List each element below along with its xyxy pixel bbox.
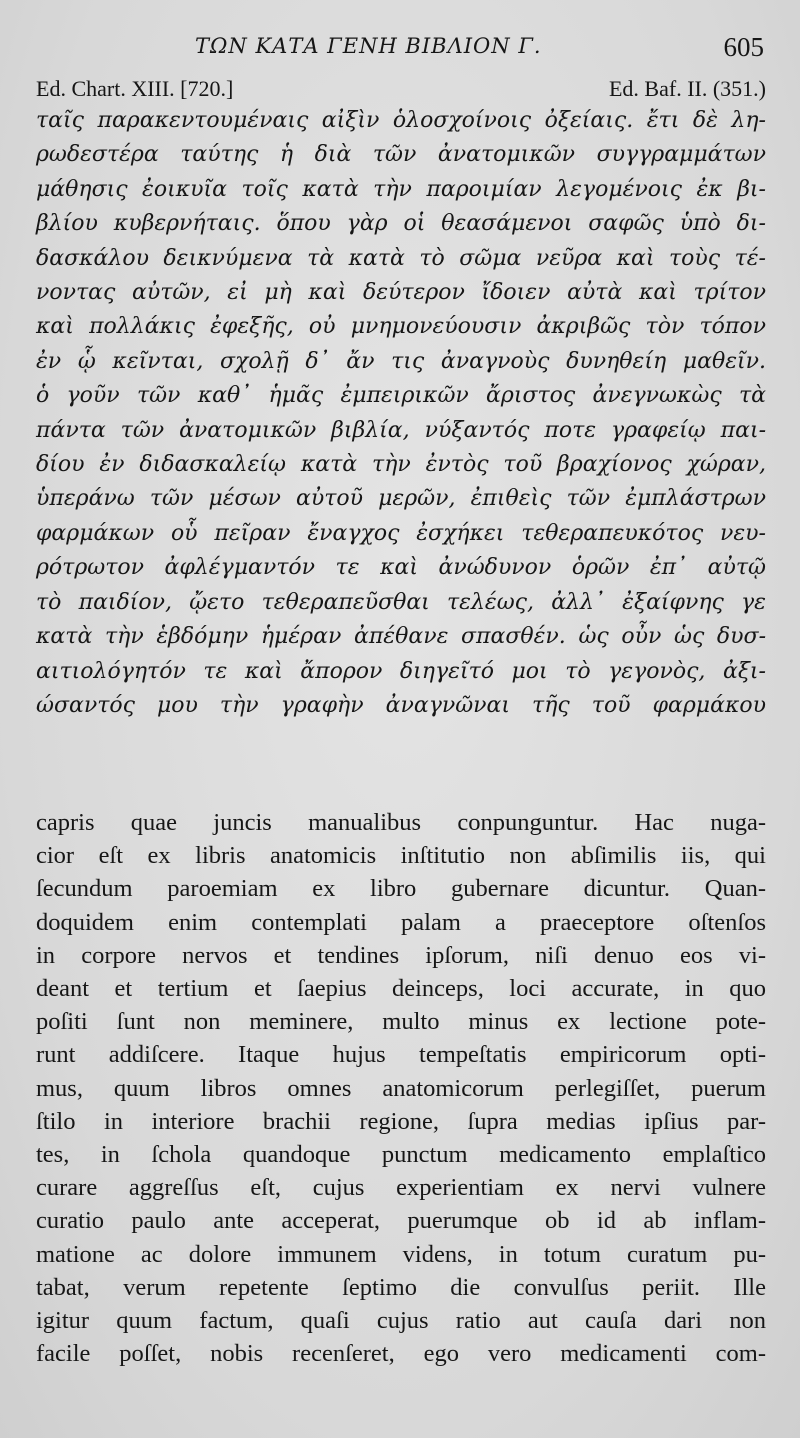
latin-text-line: deant et tertium et ſaepius deinceps, loci accurate, in quo xyxy=(36,975,766,1003)
greek-text-line: ταῖς παρακεντουμέναις αἰξὶν ὁλοσχοίνοις ὀξείαις. ἔτι δὲ λη- xyxy=(36,108,766,133)
greek-text-line: αιτιολόγητόν τε καὶ ἄπορον διηγεῖτό μοι τὸ γεγονὸς, ἀξι- xyxy=(36,658,766,684)
edition-reference-line xyxy=(36,76,766,104)
latin-text-line: tes, in ſchola quandoque punctum medicamento emplaſtico xyxy=(36,1141,766,1169)
greek-text-line: δίου ἐν διδασκαλείῳ κατὰ τὴν ἐντὸς τοῦ βραχίονος χώραν, xyxy=(36,452,766,478)
greek-text-line: μάθησις ἐοικυῖα τοῖς κατὰ τὴν παροιμίαν λεγομένοις ἐκ βι- xyxy=(36,176,766,202)
greek-text-line: ἐν ᾧ κεῖνται, σχολῇ δ᾽ ἄν τις ἀναγνοὺς δυνηθείη μαθεῖν. xyxy=(36,348,766,374)
latin-text-line: runt addiſcere. Itaque hujus tempeſtatis empiricorum opti- xyxy=(36,1041,766,1069)
greek-text-line: πάντα τῶν ἀνατομικῶν βιβλία, νύξαντός ποτε γραφείῳ παι- xyxy=(36,417,766,443)
edition-chartier-reference: Ed. Chart. XIII. [720.] xyxy=(36,76,234,101)
latin-text-line: curare aggreſſus eſt, cujus experientiam ex nervi vulnere xyxy=(36,1174,766,1202)
latin-text-line: doquidem enim contemplati palam a praeceptore oſtenſos xyxy=(36,908,766,936)
running-head xyxy=(0,30,800,70)
running-title: ΤΩΝ ΚΑΤΑ ΓΕΝΗ ΒΙΒΛΙΟΝ Γ. xyxy=(195,34,542,58)
latin-text-line: ſecundum paroemiam ex libro gubernare dicuntur. Quan- xyxy=(36,875,766,903)
latin-text-line: cior eſt ex libris anatomicis inſtitutio non abſimilis iis, qui xyxy=(36,842,766,870)
greek-text-line: ρωδεστέρα ταύτης ἡ διὰ τῶν ἀνατομικῶν συγγραμμάτων xyxy=(36,142,766,168)
greek-text-line: δασκάλου δεικνύμενα τὰ κατὰ τὸ σῶμα νεῦρα καὶ τοὺς τέ- xyxy=(36,245,766,271)
greek-text-line: κατὰ τὴν ἑβδόμην ἡμέραν ἀπέθανε σπασθέν. ὡς οὖν ὡς δυσ- xyxy=(36,624,766,650)
latin-text-line: mus, quum libros omnes anatomicorum perlegiſſet, puerum xyxy=(36,1074,766,1102)
greek-text-line: τὸ παιδίον, ᾤετο τεθεραπεῦσθαι τελέως, ἀλλ᾽ ἐξαίφνης γε xyxy=(36,589,766,615)
page-number: 605 xyxy=(723,32,764,62)
latin-text-line: capris quae juncis manualibus conpunguntur. Hac nuga- xyxy=(36,809,766,836)
greek-text-line: καὶ πολλάκις ἐφεξῆς, οὐ μνημονεύουσιν ἀκριβῶς τὸν τόπον xyxy=(36,314,766,340)
greek-text-block xyxy=(36,104,766,723)
latin-text-line: ſtilo in interiore brachii regione, ſupra medias ipſius par- xyxy=(36,1107,766,1135)
latin-text-line: matione ac dolore immunem videns, in totum curatum pu- xyxy=(36,1240,766,1268)
greek-text-line: φαρμάκων οὗ πεῖραν ἔναγχος ἐσχήκει τεθεραπευκότος νευ- xyxy=(36,520,766,546)
latin-text-line: facile poſſet, nobis recenſeret, ego vero medicamenti com- xyxy=(36,1340,766,1368)
greek-text-line: ώσαντός μου τὴν γραφὴν ἀναγνῶναι τῆς τοῦ φαρμάκου xyxy=(36,692,766,718)
greek-text-line: βλίου κυβερνήταις. ὅπου γὰρ οἱ θεασάμενοι σαφῶς ὑπὸ δι- xyxy=(36,211,766,237)
latin-text-line: in corpore nervos et tendines ipſorum, niſi denuo eos vi- xyxy=(36,941,766,969)
edition-basel-reference: Ed. Baf. II. (351.) xyxy=(608,76,766,101)
latin-text-line: poſiti ſunt non meminere, multo minus ex lectione pote- xyxy=(36,1008,766,1036)
latin-text-line: curatio paulo ante acceperat, puerumque ob id ab inflam- xyxy=(36,1207,766,1235)
greek-text-line: ὑπεράνω τῶν μέσων αὐτοῦ μερῶν, ἐπιθεὶς τῶν ἐμπλάστρων xyxy=(36,486,766,512)
latin-text-line: igitur quum factum, quaſi cujus ratio aut cauſa dari non xyxy=(36,1307,766,1335)
latin-text-line: tabat, verum repetente ſeptimo die convulſus periit. Ille xyxy=(36,1273,766,1301)
greek-text-line: νοντας αὐτῶν, εἰ μὴ καὶ δεύτερον ἴδοιεν αὐτὰ καὶ τρίτον xyxy=(36,280,766,306)
latin-text-block xyxy=(36,806,766,1370)
greek-text-line: ὁ γοῦν τῶν καθ᾽ ἡμᾶς ἐμπειρικῶν ἄριστος ἀνεγνωκὼς τὰ xyxy=(36,383,766,409)
greek-text-line: ρότρωτον ἀφλέγμαντόν τε καὶ ἀνώδυνον ὁρῶν ἐπ᾽ αὐτῷ xyxy=(36,555,766,581)
